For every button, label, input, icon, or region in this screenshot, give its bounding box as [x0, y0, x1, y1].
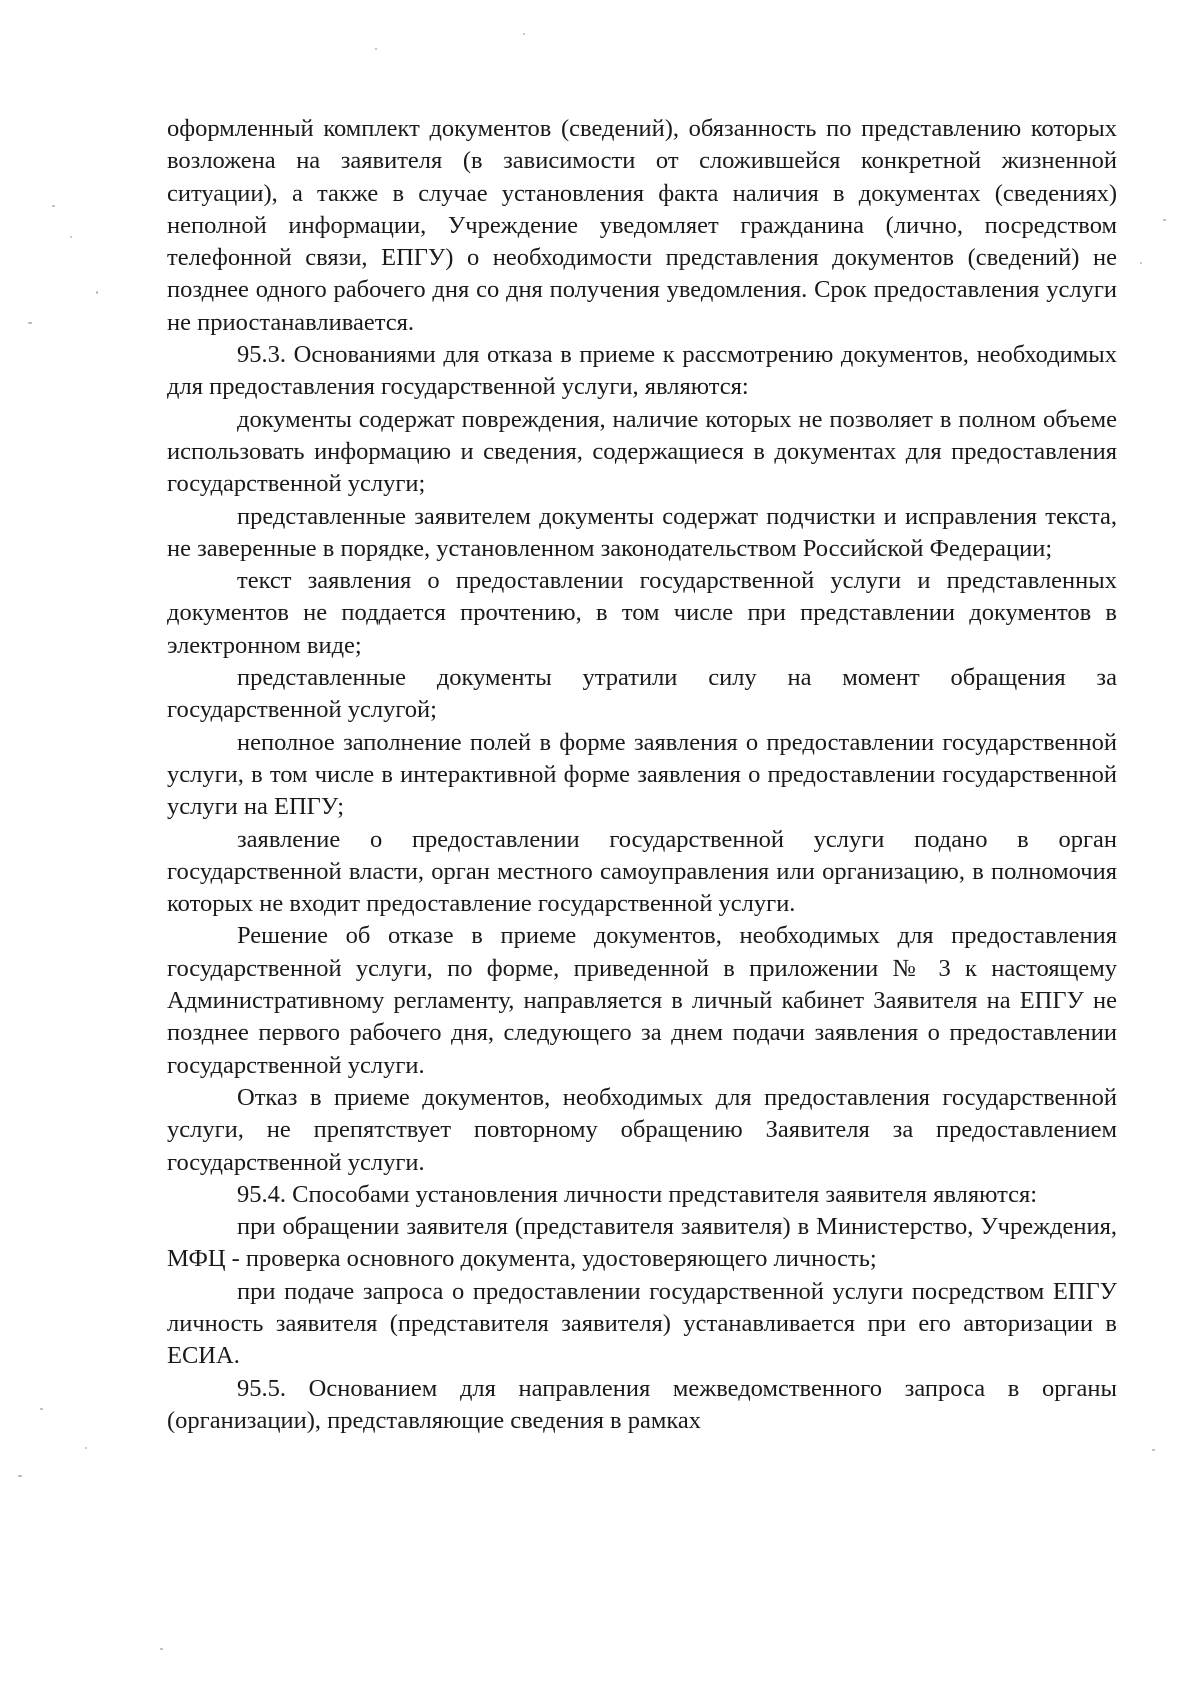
scan-speckle — [160, 1648, 163, 1650]
paragraph-unreadable-text: текст заявления о предоставлении государственной услуги и представленных документов не поддается прочтению, в том числе при представлении документов в электронном виде; — [167, 567, 1117, 659]
scan-speckle — [96, 291, 98, 294]
scan-speckle — [70, 236, 72, 238]
paragraph-incomplete-form: неполное заполнение полей в форме заявления о предоставлении государственной услуги, в том числе в интерактивной форме заявления о предоставлении государственной услуги на ЕПГУ; — [167, 728, 1117, 821]
scan-speckle — [1140, 262, 1142, 264]
scan-speckle — [40, 1408, 43, 1410]
scan-speckle — [28, 322, 32, 324]
paragraph-corrections: представленные заявителем документы содержат подчистки и исправления текста, не заверенные в порядке, установленном законодательством Российской Федерации; — [167, 502, 1117, 562]
scan-speckle — [85, 1447, 87, 1449]
document-body — [167, 113, 1117, 1437]
paragraph-expired-documents: представленные документы утратили силу на момент обращения за государственной услугой; — [167, 664, 1117, 724]
paragraph-wrong-organ: заявление о предоставлении государственной услуги подано в орган государственной власти, орган местного самоуправления или организацию, в полномочия которых не входит предоставление государственной услуги. — [167, 825, 1117, 918]
paragraph-95-4-heading: 95.4. Способами установления личности представителя заявителя являются: — [237, 1180, 1038, 1208]
paragraph-damaged-documents: документы содержат повреждения, наличие которых не позволяет в полном объеме использовать информацию и сведения, содержащиеся в документах для предоставления государственной услуги; — [167, 405, 1117, 498]
paragraph-95-3-heading: 95.3. Основаниями для отказа в приеме к рассмотрению документов, необходимых для предоставления государственной услуги, являются: — [167, 341, 1117, 401]
scan-speckle — [375, 48, 377, 50]
paragraph-95-5-heading: 95.5. Основанием для направления межведомственного запроса в органы (организации), представляющие сведения в рамках — [167, 1374, 1117, 1434]
paragraph-repeat-application: Отказ в приеме документов, необходимых для предоставления государственной услуги, не препятствует повторному обращению Заявителя за предоставлением государственной услуги. — [167, 1083, 1117, 1176]
paragraph-epgu-authorization: при подаче запроса о предоставлении государственной услуги посредством ЕПГУ личность заявителя (представителя заявителя) устанавливается при его авторизации в ЕСИА. — [167, 1277, 1117, 1370]
paragraph-continuation: оформленный комплект документов (сведений), обязанность по представлению которых возложена на заявителя (в зависимости от сложившейся конкретной жизненной ситуации), а также в случае установления факта наличия в документах (сведениях) неполной информации, Учреждение уведомляет гражданина (лично, посредством телефонной связи, ЕПГУ) о необходимости представления документов (сведений) не позднее одного рабочего дня со дня получения уведомления. Срок предоставления услуги не приостанавливается. — [167, 115, 1117, 336]
scan-speckle — [523, 33, 525, 35]
scan-speckle — [52, 205, 55, 207]
scan-speckle — [1152, 1449, 1155, 1451]
paragraph-in-person-check: при обращении заявителя (представителя заявителя) в Министерство, Учреждения, МФЦ - проверка основного документа, удостоверяющего личность; — [167, 1213, 1117, 1273]
scan-speckle — [1163, 219, 1166, 221]
scan-speckle — [18, 1475, 22, 1477]
paragraph-refusal-decision: Решение об отказе в приеме документов, необходимых для предоставления государственной услуги, по форме, приведенной в приложении № 3 к настоящему Административному регламенту, направляется в личный кабинет Заявителя на ЕПГУ не позднее первого рабочего дня, следующего за днем подачи заявления о предоставлении государственной услуги. — [167, 922, 1117, 1079]
